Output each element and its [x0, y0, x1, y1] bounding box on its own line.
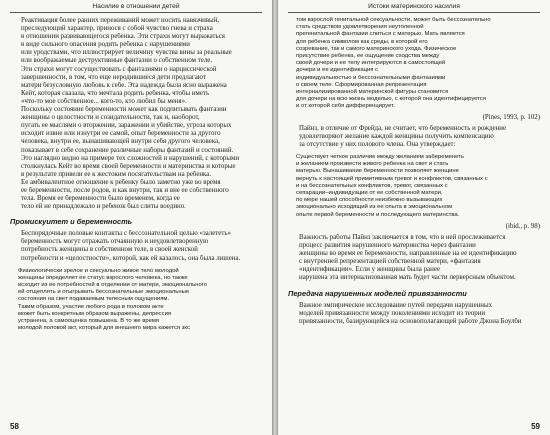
- text-line: или уродствами, что иллюстрирует величину чувства вины за реальные: [21, 49, 232, 57]
- text-line: моделей привязанности между поколениями исходит из теории: [299, 309, 486, 317]
- text-line: преследующий характер, принося с собой чувство гнева и страха: [21, 25, 213, 33]
- quote-line: том взрослой генитальной сексуальности, может быть бессознательно: [296, 17, 491, 23]
- text-line: пугать ее мыслями о вторжении, заражении и убийстве, угроза которых: [21, 122, 232, 130]
- quote-line: дочери и ее идентификация с: [296, 67, 379, 74]
- quote-line: присутствие ребенка, ее ощущение сходства между: [296, 53, 440, 60]
- text-line: Важное эмпирическое исследование путей передачи нарушенных: [299, 301, 493, 309]
- quote-line: молодой половой акт, который для внешнего мира кажется зкс: [18, 325, 191, 332]
- quote-line: и на бессознательных конфликтов, тревог, связанных с: [296, 182, 448, 189]
- right-paragraph-3: [288, 234, 540, 283]
- right-block-quote-2: [296, 154, 534, 219]
- text-line: женщины о целостности и созидательности, так и, наоборот,: [21, 114, 200, 122]
- quote-line: Таким образом, участие любого рода в половом акте: [18, 303, 164, 310]
- text-line: тела. Время ее беременности было временем, когда ее: [21, 195, 180, 203]
- text-line: Эти страхи могут сосуществовать с фантазиями о нарциссической: [21, 65, 217, 73]
- text-line: Реактивация более ранних переживаний может носить навязчивый,: [21, 17, 220, 24]
- quote-line: прегенитальной фантазии слиться с матерью. Мать является: [296, 31, 465, 38]
- left-page: [0, 0, 272, 435]
- quote-line: Существует четкое различие между желанием забеременеть: [296, 154, 464, 161]
- text-line: Это наглядно видно на примере тех сложностей и нарушений, с которыми: [21, 154, 240, 162]
- text-line: нарушена эта интернализованная мать будет части перверсным объектом.: [299, 274, 516, 282]
- quote-line: эмоционально исходящий из ее опыта в эмоциональном: [296, 204, 453, 211]
- quote-line: и от которой себя дифференцирует.: [296, 103, 395, 110]
- quote-line: Физиологически зрелое и сексуально живое тело молодой: [18, 267, 179, 274]
- quote-line: созревание, так и самого материнского ухода. Физическое: [296, 45, 457, 52]
- left-paragraph-3: [10, 230, 262, 262]
- text-line: удовлетворяют желание каждой женщины получить компенсацию: [299, 132, 494, 140]
- page-number-left: 58: [10, 422, 19, 431]
- quote-line: опыте первой беременности и последующего материнства.: [296, 211, 460, 218]
- right-block-quote-1: [296, 17, 534, 111]
- text-line: или воображаемые деструктивные фантазии о собственном теле.: [21, 57, 213, 65]
- text-line: столкнулась Кейт во время своей беременности и материнства и которые: [21, 162, 236, 170]
- quote-line: для дочери на всю жизнь моделью, с которой она идентифицируется: [296, 96, 487, 103]
- text-line: в отношении развивающегося ребенка. Эти страхи могут выражаться: [21, 33, 225, 41]
- text-line: Беспорядочные половые контакты с бессознательной целью «залететь»: [21, 230, 231, 238]
- text-line: с внутренней репрезентацией собственной матери, «фантазия: [299, 258, 481, 266]
- quote-line: ей отщеплять и отыгрывать бессознательные эмоциональные: [18, 289, 190, 296]
- quote-line: и желанием произвести живого ребенка на свет и стать: [296, 161, 449, 168]
- quote-line: стать средством удовлетворения неутоленной: [296, 24, 424, 31]
- text-line: беременность могут отражать отчаянную и неудовлетворенную: [21, 238, 209, 246]
- quote-line: для ребенка символом как среды, в которой его: [296, 38, 428, 45]
- text-line: Важность работы Пайнз заключается в том, что в ней прослеживается: [299, 233, 506, 241]
- page-number-right: 59: [531, 422, 540, 431]
- quote-line: интернализированной материнской фигуры становится: [296, 89, 449, 96]
- right-paragraph-4: [288, 302, 540, 326]
- quote-line: устранена, а самооценка повышена. В то же время: [18, 318, 160, 325]
- text-line: показывает в себе сохранение различные наборы фантазий и состояний.: [21, 146, 234, 154]
- text-line: Ее амбивалентное отношение к ребенку было заметно уже во время: [21, 178, 221, 186]
- text-line: привязанности, базирующейся на основополагающей работе Джона Боулби: [299, 317, 522, 325]
- text-line: матери безусловную любовь к себе. Эта надежда была ясно выражена: [21, 81, 227, 89]
- section-title-promiscuity: Промискуитет и беременность: [10, 217, 133, 227]
- text-line: тело ей не принадлежало и ребенок был слиты воедино.: [21, 203, 186, 211]
- left-paragraph-1: [10, 17, 262, 106]
- text-line: «что-то мое собственное... кого-то, кто любил бы меня».: [21, 97, 187, 105]
- quote-line: по мере нашей способности неизбежно вызывающих: [296, 197, 443, 204]
- citation-pines-1993: (Pines, 1993, p. 102): [482, 113, 540, 121]
- text-line: женщины во время ее беременности, направленные на ее идентификацию: [299, 250, 517, 258]
- text-line: человека, внутри ее, вынашивающей внутри себя другого человека,: [21, 138, 220, 146]
- text-line: завершенности, в том, что еще неродившиеся дети предлагают: [21, 73, 206, 81]
- text-line: процесс развития нарушенного материнства через фантазии: [299, 242, 476, 250]
- quote-line: матерью. Вынашивание беременности позволяет женщине: [296, 168, 459, 175]
- left-paragraph-2: [10, 106, 262, 211]
- text-line: ее беременности, после родов, и как внутри, так и вне ее собственного: [21, 186, 229, 194]
- right-paragraph-2: [288, 125, 540, 149]
- quote-line: индивидуальностью и бессознательными фантазиями: [296, 74, 446, 81]
- citation-ibid: (ibid., p. 98): [505, 222, 540, 230]
- text-line: Пайнз, в отличие от Фрейда, не считает, что беременность и рождение: [299, 124, 506, 132]
- quote-line: исходит из ее потребностей в отделении от матери, эмоционального: [18, 282, 208, 289]
- quote-line: может быть конкретным образом выражены, депрессия: [18, 310, 172, 317]
- text-line: Поскольку состояние беременности может как подпитывать фантазии: [21, 106, 227, 114]
- text-line: в виде сильного опасения родить ребенка с нарушениями: [21, 41, 190, 49]
- quote-line: своей дочери и ее телу интегрируются в самостоящей: [296, 60, 446, 67]
- text-line: в результате привели ее к жестоким посягательствам на ребенка.: [21, 170, 212, 178]
- right-page: [278, 0, 550, 435]
- running-head-left: Насилие в отношении детей: [10, 3, 262, 13]
- quote-line: вернуть к настоящей примитивным тревог и конфликтов, связанных с: [296, 175, 488, 182]
- quote-line: состояния на свет подаваемым телесным ощущениям.: [18, 296, 170, 303]
- text-line: потребность женщины в собственном теле, в своей женской: [21, 246, 198, 254]
- quote-line: сепарации–индивидуации от ее собственной матери,: [296, 190, 443, 197]
- left-block-quote: [18, 268, 256, 333]
- section-title-attachment: Передача нарушенных моделей привязанности: [288, 288, 467, 298]
- text-line: исходит извне или изнутри ее самой, опыт беременности за другого: [21, 130, 221, 138]
- running-head-right: Истоки материнского насилия: [288, 3, 540, 13]
- text-line: за отсутствие у них полового члена. Она утверждает:: [299, 140, 456, 148]
- text-line: «идентификации». Если у женщины была ранее: [299, 266, 440, 274]
- quote-line: о своем теле. Сформированная репрезентация: [296, 81, 427, 88]
- text-line: Кейт, которая сказала, что мечтала родить ребенка, чтобы иметь: [21, 89, 210, 97]
- text-line: потребности и «целостности», которой, как ей казалось, она была лишена.: [21, 254, 241, 262]
- quote-line: женщины определяет ее статус взрослого человека, но также: [18, 274, 188, 281]
